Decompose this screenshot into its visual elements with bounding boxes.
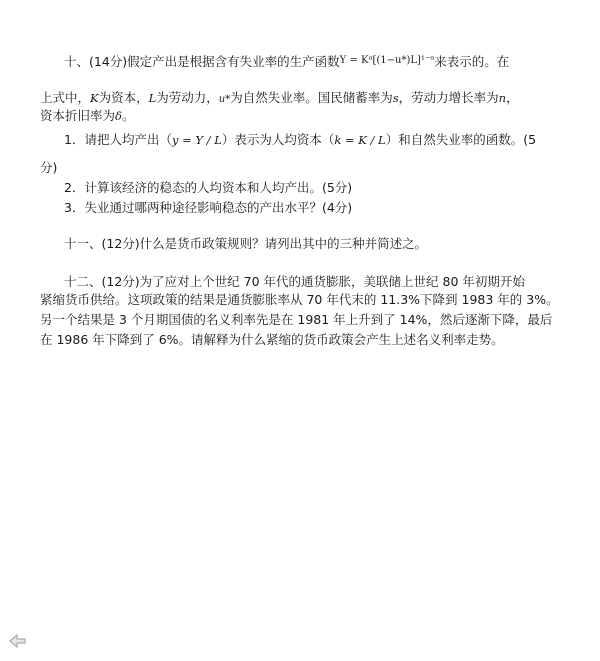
item-text: ）和自然失业率的函数。(5 [385, 132, 537, 147]
var-s: s [392, 91, 399, 105]
var-K: K [90, 91, 99, 105]
var-delta: δ [115, 109, 122, 123]
q10-line-3 [40, 106, 134, 126]
q10-item-2: 2．计算该经济的稳态的人均资本和人均产出。(5分) [64, 180, 353, 195]
q11-text: 十一、(12分)什么是货币政策规则？请列出其中的三种并简述之。 [64, 236, 428, 251]
q12-line-4: 在 1986 年下降到了 6%。请解释为什么紧缩的货币政策会产生上述名义利率走势。 [40, 332, 504, 347]
var-L: L [148, 91, 157, 105]
q10-text: 为资本， [98, 90, 149, 105]
q10-text: 为劳动力， [156, 90, 219, 105]
q12-line-3: 另一个结果是 3 个月期国债的名义利率先是在 1981 年上升到了 14%，然后逐渐下降，最后 [40, 312, 553, 327]
q10-text: 为自然失业率。国民储蓄率为 [230, 90, 393, 105]
item-text: 1．请把人均产出（ [64, 132, 172, 147]
q10-text: ， [506, 90, 519, 105]
production-function-formula: Y = Kᵅ[(1−u*)L]¹⁻ᵅ [339, 54, 435, 66]
q10-item-1 [64, 130, 536, 150]
per-capita-capital-formula: k = K / L [334, 133, 386, 147]
q10-item-3: 3．失业通过哪两种途径影响稳态的产出水平？(4分) [64, 200, 353, 215]
q10-text: 。 [121, 108, 135, 123]
q10-line-1 [64, 52, 509, 72]
per-capita-output-formula: y = Y / L [171, 133, 222, 147]
var-n: n [498, 91, 507, 105]
q10-text: ，劳动力增长率为 [398, 90, 499, 105]
q10-text: 上式中， [40, 90, 91, 105]
q10-item-1-cont: 分) [40, 160, 58, 175]
q12-line-2: 紧缩货币供给。这项政策的结果是通货膨胀率从 70 年代末的 11.3%下降到 1983 年的 3%。 [40, 292, 559, 307]
back-arrow-icon[interactable] [8, 633, 28, 649]
item-text: ）表示为人均资本（ [221, 132, 335, 147]
var-u-star: u* [218, 94, 231, 105]
q10-intro-text: 十、(14分)假定产出是根据含有失业率的生产函数 [64, 54, 340, 69]
q10-text: 资本折旧率为 [40, 108, 116, 123]
q10-intro-suffix: 来表示的。在 [434, 54, 510, 69]
q12-line-1: 十二、(12分)为了应对上个世纪 70 年代的通货膨胀，美联储上世纪 80 年初期开始 [64, 274, 525, 289]
q10-line-2 [40, 88, 519, 108]
